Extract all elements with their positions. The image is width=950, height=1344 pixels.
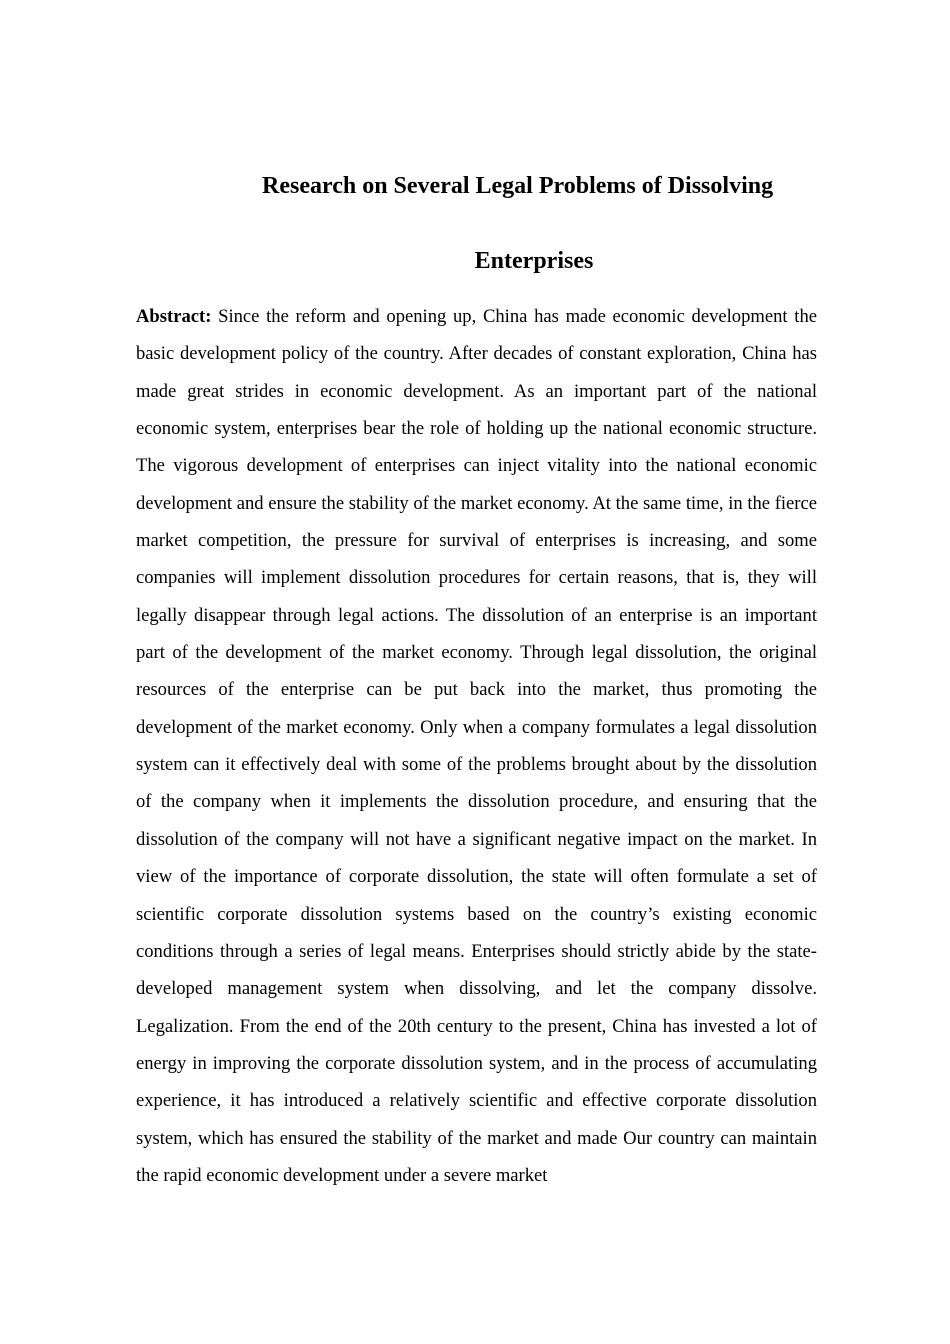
- abstract-text: Since the reform and opening up, China has made economic development the basic development policy of the country. After decades of constant exploration, China has made great strides in economic development. As an important part of the national economic system, enterprises bear the role of holding up the national economic structure. The vigorous development of enterprises can inject vitality into the national economic development and ensure the stability of the market economy. At the same time, in the fierce market competition, the pressure for survival of enterprises is increasing, and some companies will implement dissolution procedures for certain reasons, that is, they will legally disappear through legal actions. The dissolution of an enterprise is an important part of the development of the market economy. Through legal dissolution, the original resources of the enterprise can be put back into the market, thus promoting the development of the market economy. Only when a company formulates a legal dissolution system can it effectively deal with some of the problems brought about by the dissolution of the company when it implements the dissolution procedure, and ensuring that the dissolution of the company will not have a significant negative impact on the market. In view of the importance of corporate dissolution, the state will often formulate a set of scientific corporate dissolution systems based on the country’s existing economic conditions through a series of legal means. Enterprises should strictly abide by the state-developed management system when dissolving, and let the company dissolve. Legalization. From the end of the 20th century to the present, China has invested a lot of energy in improving the corporate dissolution system, and in the process of accumulating experience, it has introduced a relatively scientific and effective corporate dissolution system, which has ensured the stability of the market and made Our country can maintain the rapid economic development under a severe market: [136, 306, 818, 1186]
- document-title-line-2: Enterprises: [474, 248, 594, 274]
- document-title-line-1: Research on Several Legal Problems of Dissolving: [262, 173, 774, 199]
- abstract-label: Abstract:: [136, 306, 212, 327]
- abstract-paragraph: [136, 298, 817, 1194]
